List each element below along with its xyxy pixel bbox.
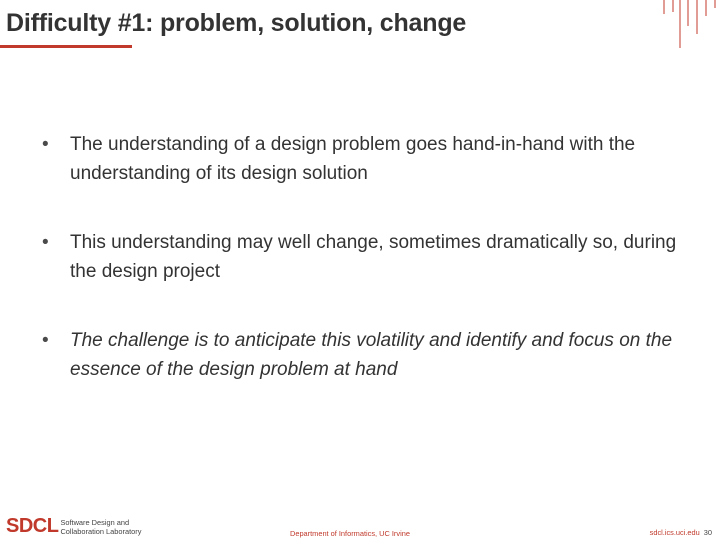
lab-name: [60, 519, 141, 536]
bullet-text: The understanding of a design problem goes hand-in-hand with the understanding of its design solution: [70, 134, 636, 184]
title-underline: [0, 45, 132, 48]
department-label: Department of Informatics, UC Irvine: [290, 529, 410, 538]
decorative-lines: [650, 0, 720, 50]
bullet-list: [42, 130, 692, 384]
slide-title: Difficulty #1: problem, solution, change: [6, 9, 467, 37]
lab-logo: [6, 516, 141, 540]
footer-right: [650, 528, 712, 537]
lab-name-line1: Software Design and: [60, 518, 130, 527]
bullet-text: The challenge is to anticipate this volatility and identify and focus on the essence of the design problem at hand: [70, 330, 673, 380]
site-url: sdcl.ics.uci.edu: [649, 528, 700, 537]
bullet-marker: •: [42, 330, 49, 351]
bullet-marker: •: [42, 232, 49, 253]
page-number: 30: [703, 528, 712, 537]
bullet-marker: •: [42, 134, 49, 155]
sdcl-logo-text: SDCL: [6, 515, 59, 537]
bullet-item: [42, 130, 692, 188]
bullet-item: [42, 326, 692, 384]
bullet-text: This understanding may well change, sometimes dramatically so, during the design project: [70, 232, 677, 282]
bullet-item: [42, 228, 692, 286]
lab-name-line2: Collaboration Laboratory: [60, 526, 142, 536]
